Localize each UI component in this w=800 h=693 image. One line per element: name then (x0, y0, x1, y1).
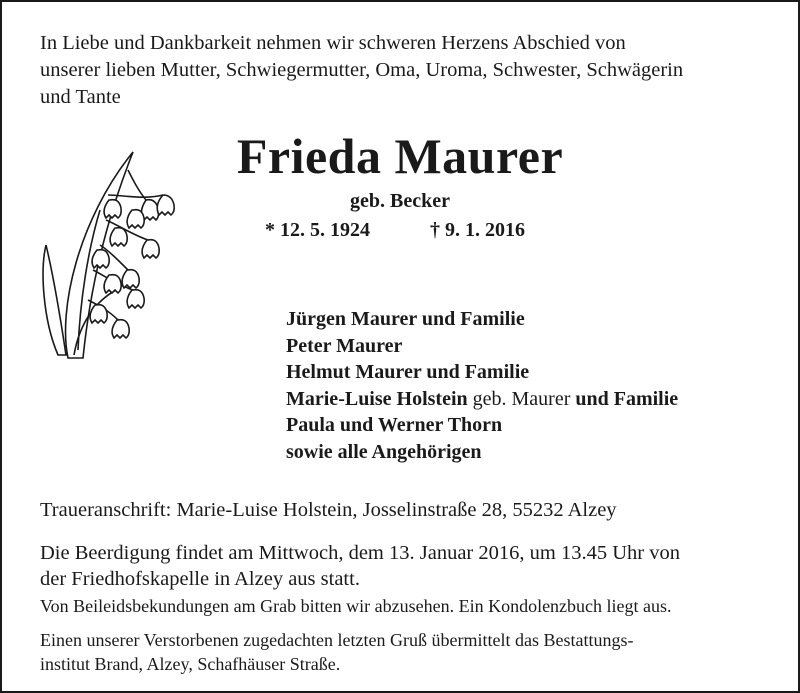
funeral-line: Die Beerdigung findet am Mittwoch, dem 13. Januar 2016, um 13.45 Uhr von (40, 542, 680, 564)
mourner-name: Marie-Luise Holstein (286, 387, 468, 410)
death-date: † 9. 1. 2016 (430, 219, 525, 241)
intro-line: unserer lieben Mutter, Schwiegermutter, Oma, Uroma, Schwester, Schwägerin (40, 59, 684, 81)
birth-name: geb. Becker (350, 190, 450, 212)
intro-text (40, 30, 760, 111)
funeral-line: der Friedhofskapelle in Alzey aus statt. (40, 568, 360, 590)
deceased-name: Frieda Maurer (236, 128, 564, 184)
mourner-line: Jürgen Maurer und Familie (286, 308, 525, 330)
greeting-note (40, 628, 760, 676)
birth-date: * 12. 5. 1924 (265, 219, 370, 241)
mourner-suffix: und Familie (575, 387, 679, 410)
funeral-info (40, 540, 760, 592)
mourner-line: Helmut Maurer und Familie (286, 361, 530, 383)
mourner-line: Peter Maurer (286, 334, 403, 357)
greeting-line: institut Brand, Alzey, Schafhäuser Straße. (40, 654, 341, 674)
condolence-note: Von Beileidsbekundungen am Grab bitten wir abzusehen. Ein Kondolenzbuch liegt aus. (40, 596, 672, 616)
mourner-line: Paula und Werner Thorn (286, 414, 503, 436)
mourner-line: sowie alle Angehörigen (286, 440, 482, 463)
mourners-list (286, 306, 678, 465)
mourning-address: Traueranschrift: Marie-Luise Holstein, Josselinstraße 28, 55232 Alzey (40, 499, 617, 521)
mourner-birth-name: geb. Maurer (467, 387, 576, 410)
greeting-line: Einen unserer Verstorbenen zugedachten letzten Gruß übermittelt das Bestattungs- (40, 630, 634, 650)
intro-line: In Liebe und Dankbarkeit nehmen wir schweren Herzens Abschied von (40, 32, 626, 54)
mourner-line (286, 386, 678, 413)
intro-line: und Tante (40, 86, 121, 108)
